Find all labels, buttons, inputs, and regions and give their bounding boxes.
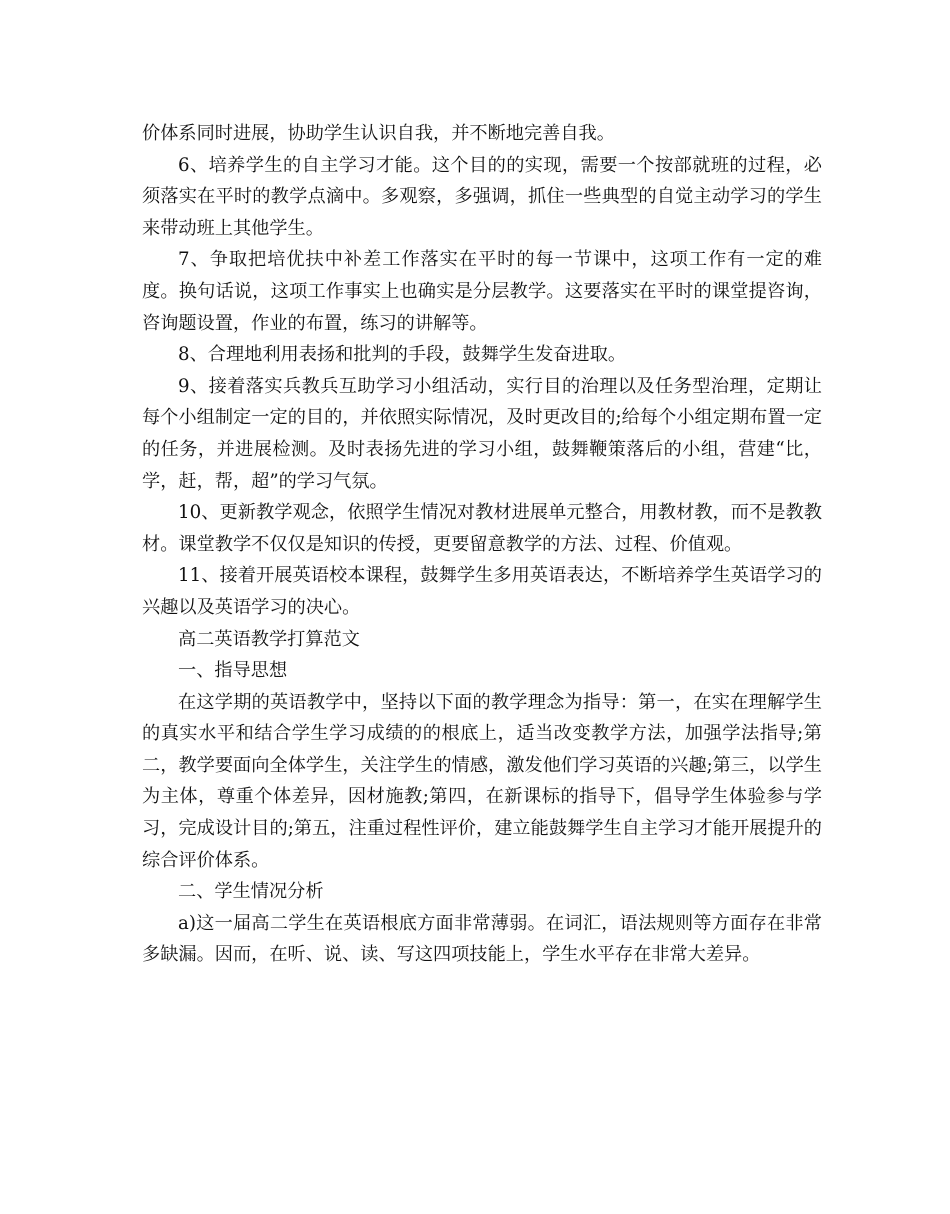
paragraph: 7、争取把培优扶中补差工作落实在平时的每一节课中，这项工作有一定的难度。换句话说，这项工作事实上也确实是分层教学。这要落实在平时的课堂提咨询，咨询题设置，作业的布置，练习的讲解等。 <box>142 249 822 334</box>
paragraph: 11、接着开展英语校本课程，鼓舞学生多用英语表达，不断培养学生英语学习的兴趣以及英语学习的决心。 <box>142 565 822 618</box>
paragraph: 9、接着落实兵教兵互助学习小组活动，实行目的治理以及任务型治理，定期让每个小组制定一定的目的，并依照实际情况，及时更改目的;给每个小组定期布置一定的任务，并进展检测。及时表扬先进的学习小组，鼓舞鞭策落后的小组，营建“比，学，赶，帮，超”的学习气氛。 <box>142 375 822 492</box>
document-body <box>142 118 822 971</box>
paragraph: 8、合理地利用表扬和批判的手段，鼓舞学生发奋进取。 <box>178 344 627 366</box>
paragraph: 6、培养学生的自主学习才能。这个目的的实现，需要一个按部就班的过程，必须落实在平时的教学点滴中。多观察，多强调，抓住一些典型的自觉主动学习的学生来带动班上其他学生。 <box>142 154 822 239</box>
paragraph: 价体系同时进展，协助学生认识自我，并不断地完善自我。 <box>142 123 615 144</box>
section-heading: 一、指导思想 <box>178 660 288 682</box>
section-heading: 高二英语教学打算范文 <box>178 628 360 650</box>
paragraph: a)这一届高二学生在英语根底方面非常薄弱。在词汇，语法规则等方面存在非常多缺漏。因而，在听、说、读、写这四项技能上，学生水平存在非常大差异。 <box>142 912 822 966</box>
paragraph: 在这学期的英语教学中，坚持以下面的教学理念为指导：第一，在实在理解学生的真实水平和结合学生学习成绩的的根底上，适当改变教学方法，加强学法指导;第二，教学要面向全体学生，关注学生的情感，激发他们学习英语的兴趣;第三，以学生为主体，尊重个体差异，因材施教;第四，在新课标的指导下，倡导学生体验参与学习，完成设计目的;第五，注重过程性评价，建立能鼓舞学生自主学习才能开展提升的综合评价体系。 <box>142 691 822 871</box>
paragraph: 10、更新教学观念，依照学生情况对教材进展单元整合，用教材教，而不是教教材。课堂教学不仅仅是知识的传授，更要留意教学的方法、过程、价值观。 <box>142 502 822 555</box>
section-heading: 二、学生情况分析 <box>178 881 324 903</box>
